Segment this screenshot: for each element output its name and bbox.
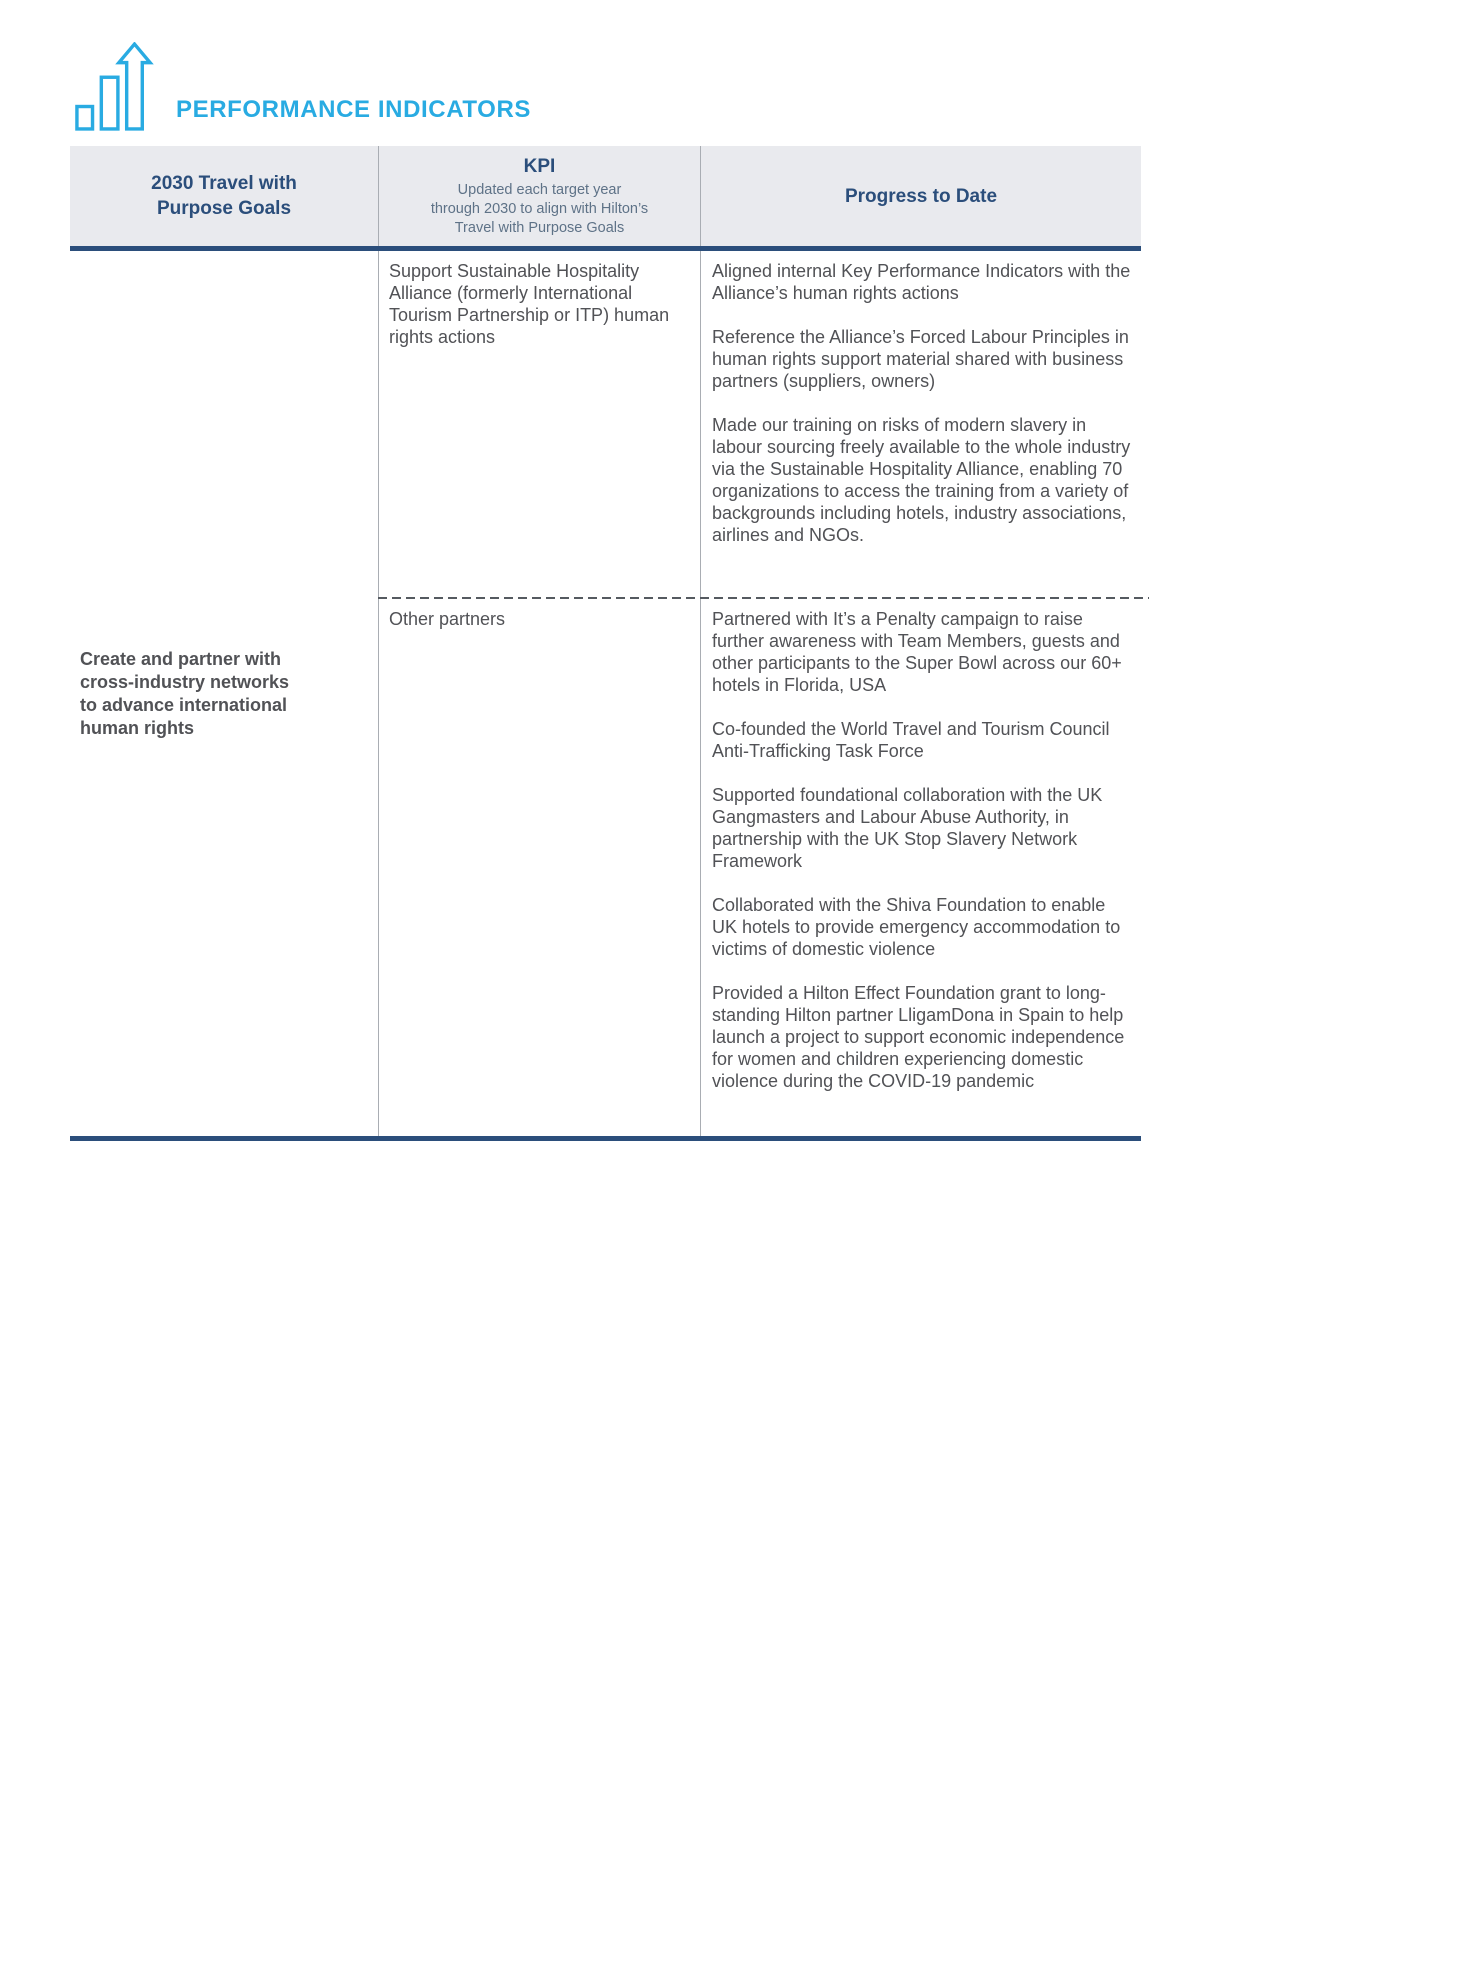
header-kpi-subtitle-line: Updated each target year <box>457 182 622 198</box>
kpi-row <box>378 599 1141 1136</box>
kpi-text: Other partners <box>389 609 506 629</box>
header-goals-line: Purpose Goals <box>156 198 292 219</box>
kpi-cell <box>378 251 700 597</box>
kpi-rows <box>378 251 1141 1136</box>
kpi-cell <box>378 599 700 1136</box>
progress-paragraph: Supported foundational collaboration with the UK Gangmasters and Labour Abuse Authority, in partnership with the UK Stop Slavery Network Framework <box>712 785 1103 871</box>
header-kpi-subtitle-line: through 2030 to align with Hilton’s <box>430 201 649 217</box>
header-progress-label: Progress to Date <box>844 185 998 207</box>
kpi-row <box>378 251 1141 597</box>
bar-chart-growth-icon <box>74 42 154 132</box>
goal-text <box>80 648 289 740</box>
header-kpi-title: KPI <box>523 156 556 177</box>
progress-paragraph: Partnered with It’s a Penalty campaign to raise further awareness with Team Members, guests and other participants to the Super Bowl across our 60+ hotels in Florida, USA <box>712 609 1122 695</box>
progress-cell <box>700 599 1141 1136</box>
header-kpi-subtitle-line: Travel with Purpose Goals <box>454 220 625 236</box>
kpi-text: Support Sustainable Hospitality Alliance (formerly International Tourism Partnership or ITP) human rights actions <box>389 261 670 347</box>
page-title: PERFORMANCE INDICATORS <box>176 96 531 123</box>
progress-paragraph: Co-founded the World Travel and Tourism Council Anti-Trafficking Task Force <box>712 719 1110 761</box>
header-progress <box>700 146 1141 246</box>
goal-text-line: to advance international <box>80 694 288 715</box>
goal-text-line: Create and partner with <box>80 648 282 669</box>
header-kpi <box>378 146 700 246</box>
table-header-row <box>70 146 1141 251</box>
goal-cell <box>70 251 378 1136</box>
page <box>0 42 1484 1141</box>
table-body <box>70 251 1141 1141</box>
progress-paragraph: Provided a Hilton Effect Foundation grant to long-standing Hilton partner LligamDona in Spain to help launch a project to support economic independence for women and children experiencing domestic violence during the COVID-19 pandemic <box>712 983 1125 1091</box>
goal-text-line: cross-industry networks <box>80 671 290 692</box>
progress-paragraph: Reference the Alliance’s Forced Labour Principles in human rights support material shared with business partners (suppliers, owners) <box>712 327 1129 391</box>
header-goals-line: 2030 Travel with <box>151 173 297 194</box>
progress-paragraph: Made our training on risks of modern slavery in labour sourcing freely available to the whole industry via the Sustainable Hospitality Alliance, enabling 70 organizations to access the training from a variety of backgrounds including hotels, industry associations, airlines and NGOs. <box>712 415 1131 545</box>
goal-text-line: human rights <box>80 717 195 738</box>
page-header <box>74 42 1484 132</box>
progress-paragraph: Aligned internal Key Performance Indicators with the Alliance’s human rights actions <box>712 261 1131 303</box>
header-kpi-subtitle <box>431 181 648 238</box>
header-goals <box>70 146 378 246</box>
progress-paragraph: Collaborated with the Shiva Foundation to enable UK hotels to provide emergency accommodation to victims of domestic violence <box>712 895 1121 959</box>
progress-cell <box>700 251 1141 597</box>
performance-table <box>70 146 1141 1141</box>
